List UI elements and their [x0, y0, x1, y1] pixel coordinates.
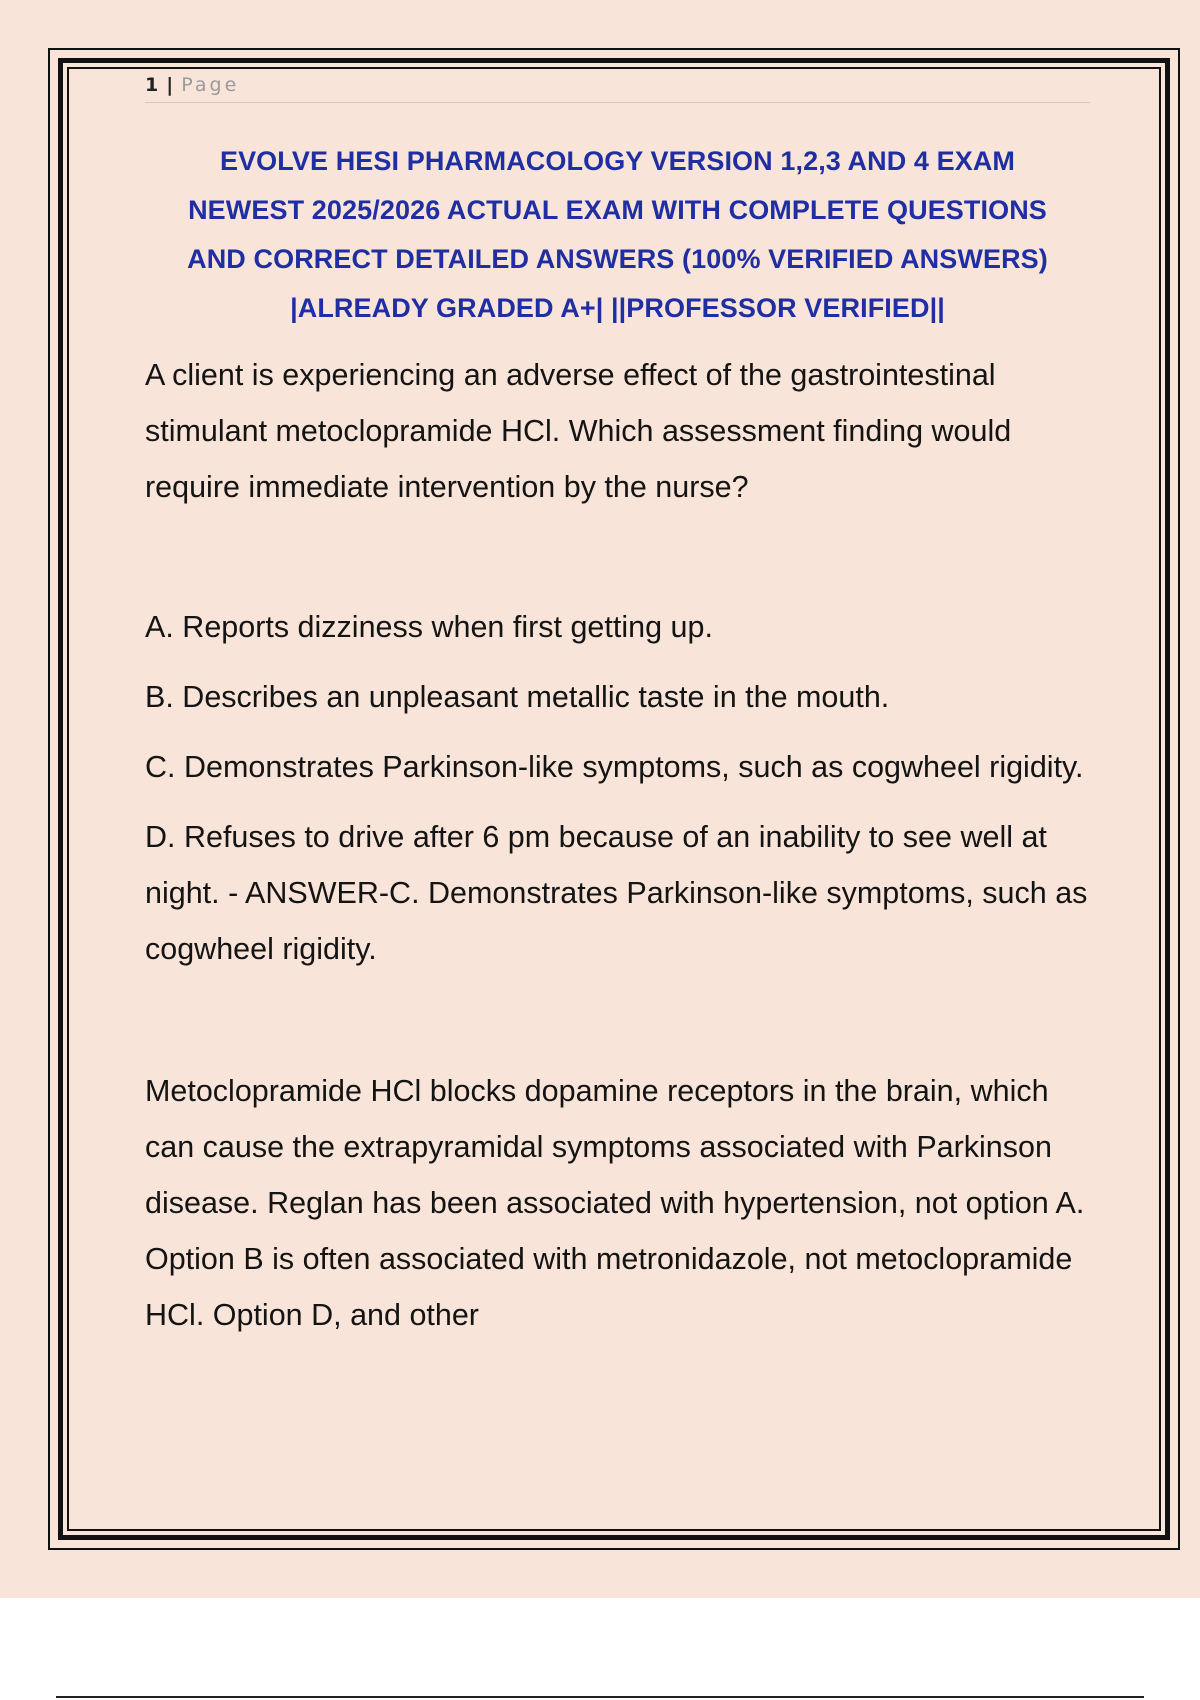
page-separator: |: [166, 74, 175, 96]
title-line: NEWEST 2025/2026 ACTUAL EXAM WITH COMPLETE QUESTIONS: [188, 195, 1047, 225]
page-number: 1: [145, 74, 160, 96]
question-text: A client is experiencing an adverse effect of the gastrointestinal stimulant metoclopramide HCl. Which assessment finding would require immediate intervention by the nurse?: [145, 358, 1012, 504]
option-c: C. Demonstrates Parkinson-like symptoms, such as cogwheel rigidity.: [145, 750, 1084, 784]
page-header: [145, 70, 1090, 103]
rationale-text: Metoclopramide HCl blocks dopamine receptors in the brain, which can cause the extrapyramidal symptoms associated with Parkinson disease. Reglan has been associated with hypertension, not option A. Option B is often associated with metronidazole, not metoclopramide HCl. Option D, and other: [145, 1074, 1085, 1332]
title-line: EVOLVE HESI PHARMACOLOGY VERSION 1,2,3 AND 4 EXAM: [219, 146, 1016, 176]
option-b: B. Describes an unpleasant metallic taste in the mouth.: [145, 680, 890, 714]
title-line: AND CORRECT DETAILED ANSWERS (100% VERIFIED ANSWERS): [187, 244, 1048, 274]
bottom-divider: [56, 1696, 1144, 1698]
page-label: Page: [181, 74, 240, 96]
title-line: |ALREADY GRADED A+| ||PROFESSOR VERIFIED||: [290, 293, 945, 323]
option-d-with-answer: D. Refuses to drive after 6 pm because of an inability to see well at night. - ANSWER-C. Demonstrates Parkinson-like symptoms, such as cogwheel rigidity.: [145, 820, 1088, 966]
document-title: [145, 137, 1090, 333]
option-a: A. Reports dizziness when first getting up.: [145, 610, 713, 644]
document-content: [145, 70, 1090, 1343]
